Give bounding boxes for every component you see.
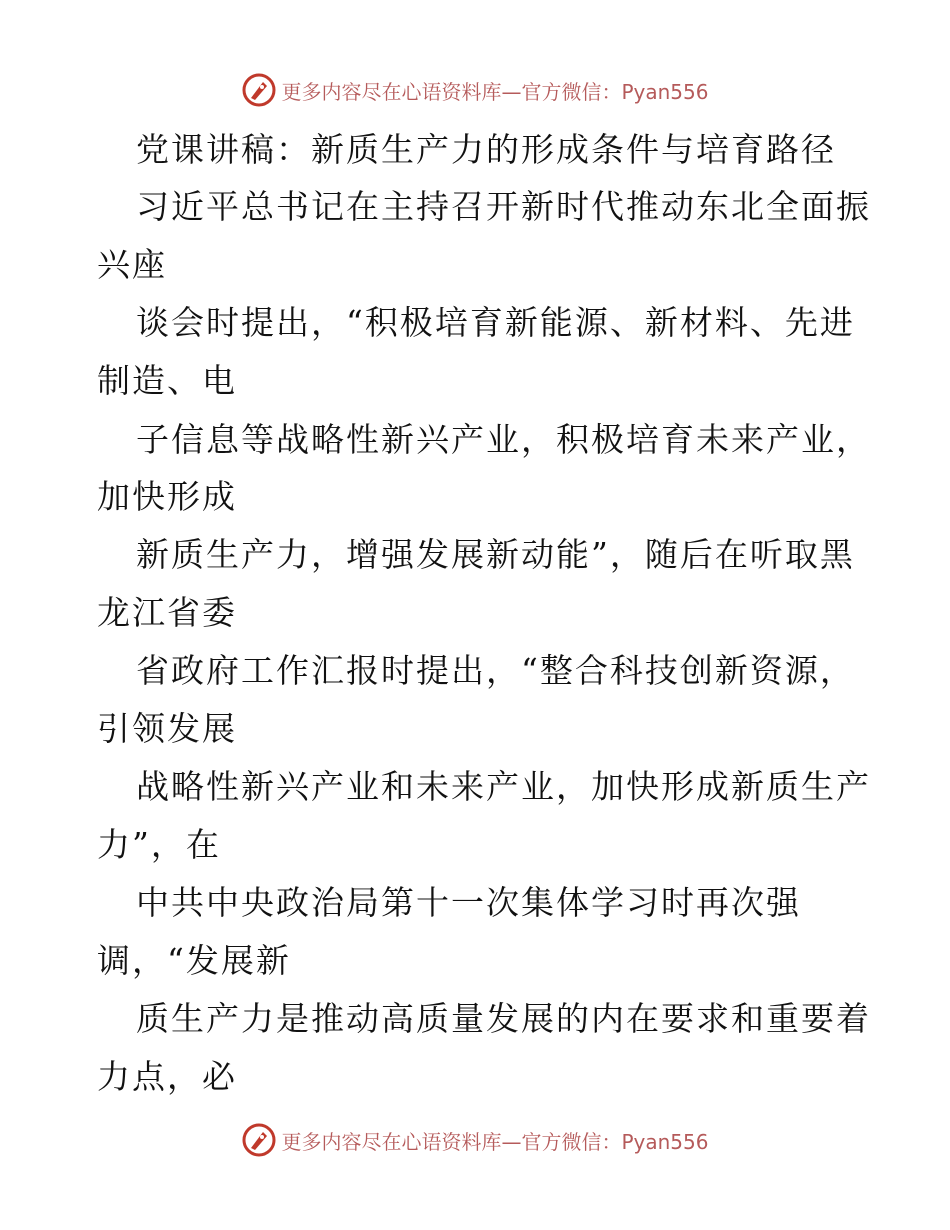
paragraph-line: 制造、电 [97,361,237,400]
paragraph-line: 战略性新兴产业和未来产业，加快形成新质生产 [136,767,871,806]
banner-text: 更多内容尽在心语资料库—官方微信：Pyan556 [281,79,709,104]
paragraph-line: 中共中央政治局第十一次集体学习时再次强 [136,883,801,922]
paragraph-line: 力点，必 [97,1057,237,1096]
pen-nib-logo-icon [241,72,277,108]
paragraph-line: 引领发展 [97,709,237,748]
paragraph-line: 谈会时提出，“积极培育新能源、新材料、先进 [136,303,855,342]
banner-text: 更多内容尽在心语资料库—官方微信：Pyan556 [281,1129,709,1154]
paragraph-line: 加快形成 [97,477,237,516]
paragraph-line: 子信息等战略性新兴产业，积极培育未来产业， [136,420,871,459]
paragraph-line: 省政府工作汇报时提出，“整合科技创新资源， [136,651,855,690]
footer-banner [0,1120,950,1160]
paragraph-line: 调，“发展新 [97,941,291,980]
paragraph-line: 兴座 [97,245,167,284]
paragraph-line: 新质生产力，增强发展新动能”，随后在听取黑 [136,535,855,574]
paragraph-line: 龙江省委 [97,593,237,632]
header-banner [0,70,950,110]
paragraph-line: 力”，在 [97,825,221,864]
paragraph-line: 质生产力是推动高质量发展的内在要求和重要着 [136,999,871,1038]
document-title: 党课讲稿：新质生产力的形成条件与培育路径 [136,130,836,169]
paragraph-line: 习近平总书记在主持召开新时代推动东北全面振 [136,187,871,226]
pen-nib-logo-icon [241,1122,277,1158]
